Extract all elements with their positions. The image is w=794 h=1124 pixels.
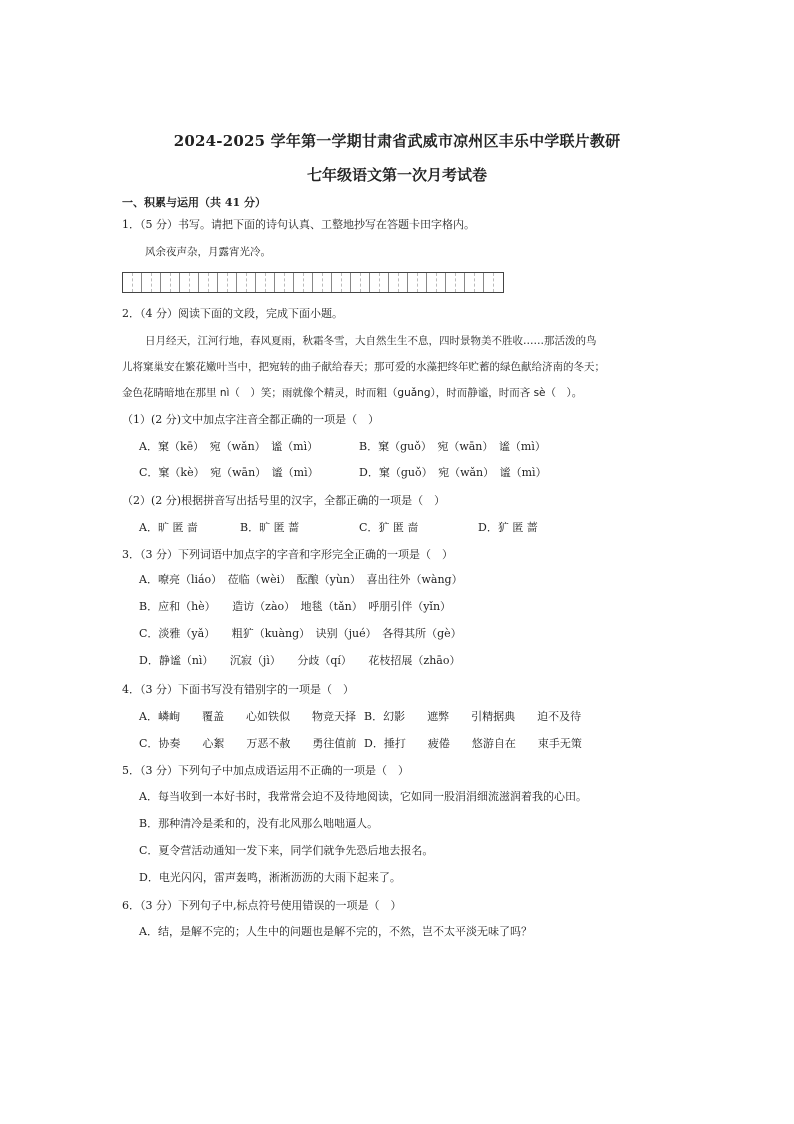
q1-poem: 风余夜声杂，月露宵光冷。 — [145, 246, 271, 258]
q2-passage-line3: 金色花睛暗地在那里 nì（ ）笑；雨就像个精灵，时而粗（guǎng），时而静谧，时而吝 sè（ ）。 — [122, 387, 583, 399]
tianzige-grid — [122, 272, 504, 293]
grid-cell — [313, 273, 332, 292]
q2-sub2-option-a: A．旷 匿 啬 — [139, 521, 198, 534]
grid-cell — [370, 273, 389, 292]
grid-cell — [427, 273, 446, 292]
q2-passage-line1: 日月经天，江河行地，春风夏雨，秋霜冬雪，大自然生生不息，四时景物美不胜收……那活泼的鸟 — [145, 335, 597, 347]
q2-sub2-option-b: B．旷 匿 蔷 — [240, 521, 300, 534]
grid-cell — [123, 273, 142, 292]
q2-passage-line2: 儿将窠巢安在繁花嫩叶当中，把宛转的曲子献给春天；那可爱的水藻把终年贮蓄的绿色献给济南的冬天； — [122, 361, 605, 373]
grid-cell — [294, 273, 313, 292]
q2-sub2-stem: （2）(2 分)根据拼音写出括号里的汉字，全都正确的一项是（ ） — [122, 494, 446, 507]
exam-title-line2: 七年级语文第一次月考试卷 — [306, 166, 487, 184]
q6-stem: 6．（3 分）下列句子中,标点符号使用错误的一项是（ ） — [122, 899, 402, 912]
q5-option-a: A．每当收到一本好书时，我常常会迫不及待地阅读，它如同一股涓涓细流滋润着我的心田。 — [139, 790, 587, 803]
grid-cell — [218, 273, 237, 292]
q6-option-a: A．结，是解不完的；人生中的问题也是解不完的，不然，岂不太平淡无味了吗？ — [139, 925, 532, 938]
q2-sub1-option-d: D．窠（guǒ） 宛（wǎn） 谧（mì） — [359, 466, 547, 479]
q3-stem: 3．（3 分）下列词语中加点字的字音和字形完全正确的一项是（ ） — [122, 548, 453, 561]
q3-option-c: C．淡雅（yǎ） 粗犷（kuàng） 诀别（jué） 各得其所（gè） — [139, 627, 462, 640]
section-heading: 一、积累与运用（共 41 分） — [122, 196, 266, 209]
q2-sub2-option-d: D．犷 匿 蔷 — [478, 521, 538, 534]
q4-option-c: C．协奏 心絮 万恶不赦 勇往值前 — [139, 737, 357, 750]
q5-option-d: D．电光闪闪，雷声轰鸣，淅淅沥沥的大雨下起来了。 — [139, 871, 401, 884]
q4-option-b: B．幻影 遮弊 引精据典 迫不及待 — [364, 710, 582, 723]
exam-title-line1: 2024-2025 学年第一学期甘肃省武威市凉州区丰乐中学联片教研 — [173, 132, 621, 150]
grid-cell — [465, 273, 484, 292]
grid-cell — [446, 273, 465, 292]
q3-option-d: D．静谧（nì） 沉寂（jì） 分歧（qí） 花枝招展（zhāo） — [139, 654, 461, 667]
q2-sub1-stem: （1）(2 分)文中加点字注音全都正确的一项是（ ） — [122, 413, 380, 426]
grid-cell — [484, 273, 503, 292]
q2-sub1-option-b: B．窠（guǒ） 宛（wān） 谧（mì） — [359, 440, 546, 453]
grid-cell — [199, 273, 218, 292]
grid-cell — [351, 273, 370, 292]
q3-option-a: A．嘹亮（liáo） 莅临（wèi） 酝酿（yùn） 喜出往外（wàng） — [139, 573, 463, 586]
grid-cell — [256, 273, 275, 292]
q1-stem: 1．（5 分）书写。请把下面的诗句认真、工整地抄写在答题卡田字格内。 — [122, 218, 475, 231]
q2-sub1-option-c: C．窠（kè） 宛（wān） 谧（mì） — [139, 466, 319, 479]
q2-sub1-option-a: A．窠（kē） 宛（wǎn） 谧（mì） — [139, 440, 319, 453]
grid-cell — [161, 273, 180, 292]
q4-option-a: A．嶙峋 覆盖 心如铁似 物竞天择 — [139, 710, 356, 723]
grid-cell — [389, 273, 408, 292]
q4-stem: 4．（3 分）下面书写没有错别字的一项是（ ） — [122, 683, 354, 696]
q5-option-c: C．夏令营活动通知一发下来，同学们就争先恐后地去报名。 — [139, 844, 434, 857]
q2-sub2-option-c: C．犷 匿 啬 — [359, 521, 419, 534]
q2-stem: 2．（4 分）阅读下面的文段，完成下面小题。 — [122, 307, 343, 320]
q5-stem: 5．（3 分）下列句子中加点成语运用不正确的一项是（ ） — [122, 764, 409, 777]
grid-cell — [180, 273, 199, 292]
grid-cell — [408, 273, 427, 292]
grid-cell — [275, 273, 294, 292]
grid-cell — [332, 273, 351, 292]
q3-option-b: B．应和（hè） 造访（zào） 地毯（tǎn） 呼朋引伴（yǐn） — [139, 600, 452, 613]
grid-cell — [142, 273, 161, 292]
q5-option-b: B．那种清冷是柔和的，没有北风那么咄咄逼人。 — [139, 817, 379, 830]
grid-cell — [237, 273, 256, 292]
q4-option-d: D．捶打 疲倦 悠游自在 束手无策 — [364, 737, 582, 750]
